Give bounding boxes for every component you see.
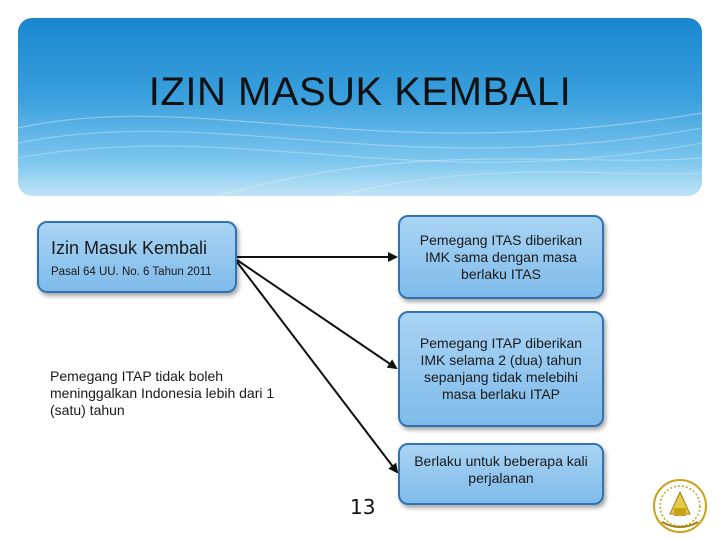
target-box-itap-text: Pemegang ITAP diberikan IMK selama 2 (dua) tahun sepanjang tidak melebihi masa berlaku ITAP <box>419 335 583 402</box>
target-box-itas <box>398 215 604 299</box>
page-number: 13 <box>350 495 376 519</box>
arrow-to-multi-trip <box>237 262 397 472</box>
slide-title: IZIN MASUK KEMBALI <box>148 70 572 114</box>
itap-note: Pemegang ITAP tidak boleh meninggalkan Indonesia lebih dari 1 (satu) tahun <box>50 368 275 418</box>
logo-seal-icon <box>652 478 708 534</box>
source-box-subtitle: Pasal 64 UU. No. 6 Tahun 2011 <box>51 266 212 278</box>
target-box-multi-trip-text: Berlaku untuk beberapa kali perjalanan <box>414 453 588 486</box>
target-box-itap <box>398 311 604 427</box>
source-box-title: Izin Masuk Kembali <box>51 238 208 258</box>
arrow-to-itap <box>237 260 396 368</box>
source-box-izin-masuk-kembali <box>37 221 237 293</box>
target-box-itas-text: Pemegang ITAS diberikan IMK sama dengan masa berlaku ITAS <box>419 231 583 282</box>
target-box-multi-trip <box>398 443 604 505</box>
